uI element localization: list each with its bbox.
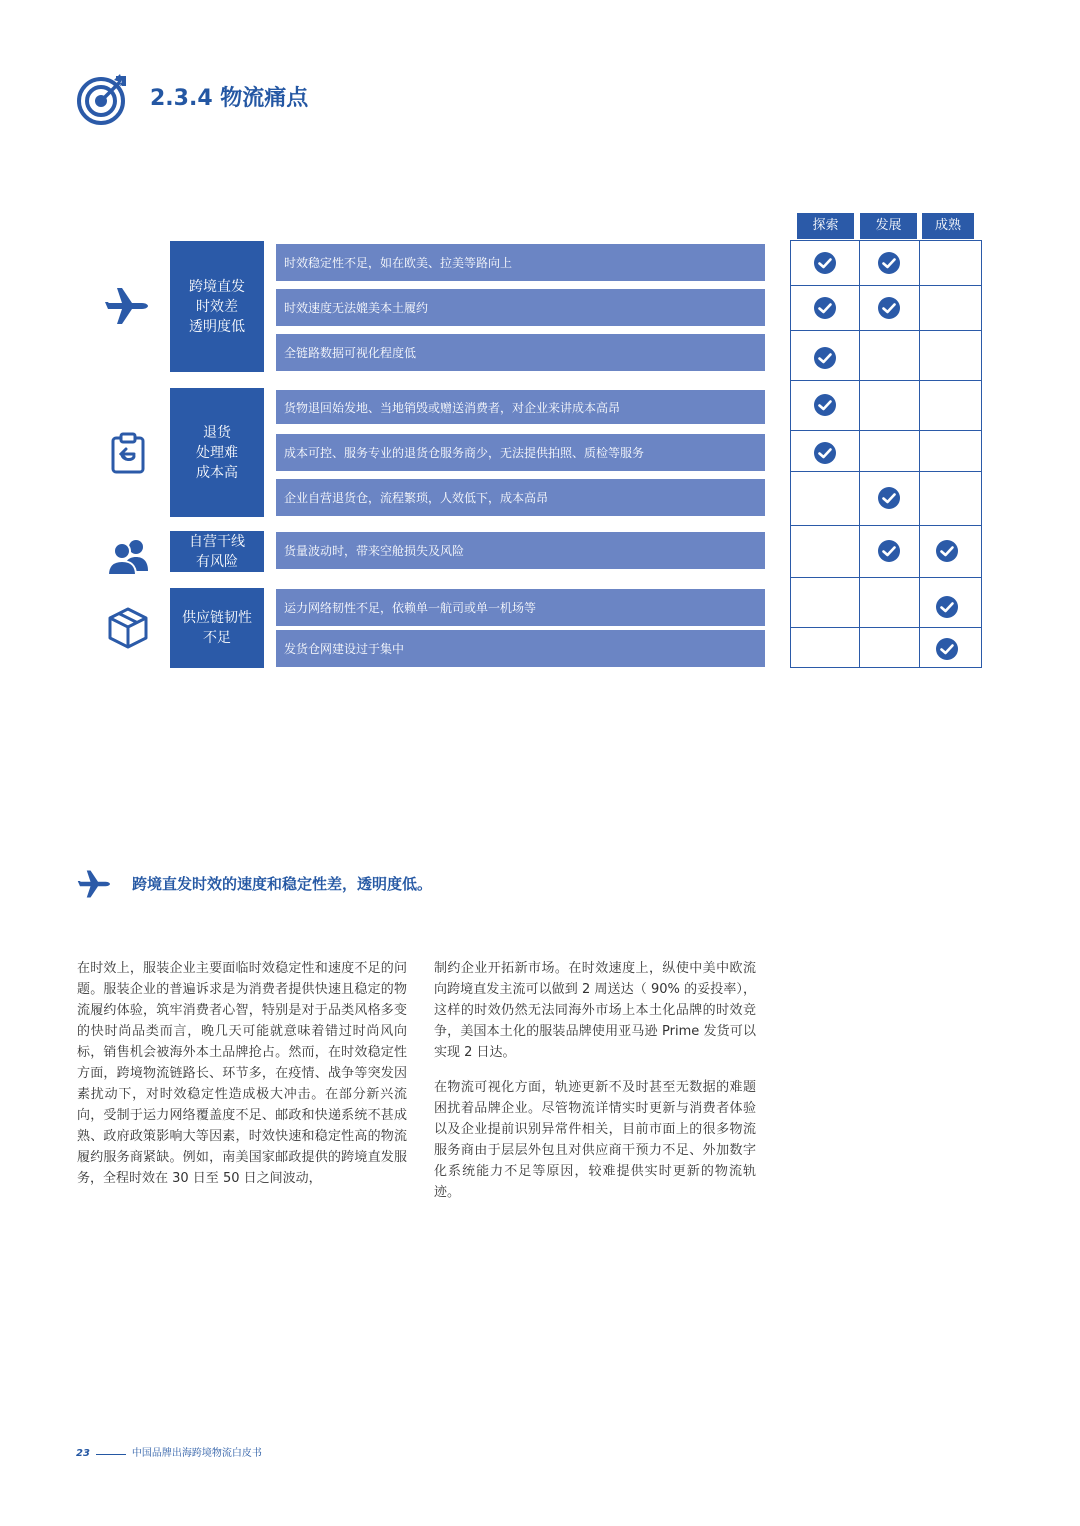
- check-icon-develop: [877, 486, 901, 510]
- pain-point-row: 运力网络韧性不足，依赖单一航司或单一机场等: [276, 589, 765, 626]
- check-icon-develop: [877, 251, 901, 275]
- pain-point-row: 货量波动时，带来空舱损失及风险: [276, 532, 765, 569]
- grid-divider: [791, 525, 981, 526]
- box-icon: [104, 604, 152, 652]
- category-supply-chain: 供应链韧性 不足: [170, 588, 264, 668]
- target-arrow-icon: [76, 72, 130, 126]
- pain-point-row: 企业自营退货仓，流程繁琐，人效低下，成本高昂: [276, 479, 765, 516]
- book-title: 中国品牌出海跨境物流白皮书: [131, 1448, 262, 1459]
- subsection-title: 跨境直发时效的速度和稳定性差，透明度低。: [132, 875, 433, 893]
- grid-divider: [919, 241, 920, 667]
- check-icon-develop: [877, 296, 901, 320]
- check-icon-explore: [813, 296, 837, 320]
- page-footer: [76, 1446, 262, 1462]
- grid-divider: [791, 430, 981, 431]
- stage-header-explore: 探索: [797, 213, 854, 239]
- paragraph: 制约企业开拓新市场。在时效速度上，纵使中美中欧流向跨境直发主流可以做到 2 周送达（ 90% 的妥投率），这样的时效仍然无法同海外市场上本土化品牌的时效竞争，美国本土化的服装品牌使用亚马逊 Prime 发货可以实现 2 日达。: [434, 961, 756, 1060]
- pain-point-row: 发货仓网建设过于集中: [276, 630, 765, 667]
- check-icon-mature: [935, 595, 959, 619]
- pain-point-row: 全链路数据可视化程度低: [276, 334, 765, 371]
- page-number: 23: [76, 1448, 90, 1459]
- category-self-operated: 自营干线 有风险: [170, 531, 264, 572]
- stage-header-mature: 成熟: [922, 213, 974, 239]
- check-icon-explore: [813, 393, 837, 417]
- grid-divider: [791, 627, 981, 628]
- footer-divider: [96, 1454, 126, 1455]
- category-cross-border: 跨境直发 时效差 透明度低: [170, 241, 264, 372]
- airplane-icon: [104, 282, 152, 330]
- grid-divider: [791, 577, 981, 578]
- check-icon-mature: [935, 637, 959, 661]
- stage-grid: [790, 240, 982, 668]
- stage-header-develop: 发展: [860, 213, 917, 239]
- paragraph: 在时效上，服装企业主要面临时效稳定性和速度不足的问题。服装企业的普遍诉求是为消费者提供快速且稳定的物流履约体验，筑牢消费者心智，特别是对于品类风格多变的快时尚品类而言，晚几天可能就意味着错过时尚风向标，销售机会被海外本土品牌抢占。然而，在时效稳定性方面，跨境物流链路长、环节多，在疫情、战争等突发因素扰动下，对时效稳定性造成极大冲击。在部分新兴流向，受制于运力网络覆盖度不足、邮政和快递系统不甚成熟、政府政策影响大等因素，时效快速和稳定性高的物流履约服务商紧缺。例如，南美国家邮政提供的跨境直发服务，全程时效在 30 日至 50 日之间波动，: [77, 961, 407, 1186]
- pain-point-row: 时效稳定性不足，如在欧美、拉美等路向上: [276, 244, 765, 281]
- paragraph: 在物流可视化方面，轨迹更新不及时甚至无数据的难题困扰着品牌企业。尽管物流详情实时更新与消费者体验以及企业提前识别异常件相关，目前市面上的很多物流服务商由于层层外包且对供应商干预力不足、外加数字化系统能力不足等原因，较难提供实时更新的物流轨迹。: [434, 1080, 756, 1200]
- grid-divider: [859, 241, 860, 667]
- pain-point-row: 成本可控、服务专业的退货仓服务商少，无法提供拍照、质检等服务: [276, 434, 765, 471]
- grid-divider: [791, 380, 981, 381]
- check-icon-explore: [813, 346, 837, 370]
- check-icon-mature: [935, 539, 959, 563]
- check-icon-explore: [813, 251, 837, 275]
- check-icon-explore: [813, 441, 837, 465]
- section-title: 2.3.4 物流痛点: [150, 86, 309, 111]
- grid-divider: [791, 471, 981, 472]
- users-icon: [104, 533, 152, 581]
- grid-divider: [791, 330, 981, 331]
- airplane-icon: [76, 866, 114, 902]
- check-icon-develop: [877, 539, 901, 563]
- grid-divider: [791, 285, 981, 286]
- body-column-left: [77, 958, 407, 1203]
- pain-point-row: 货物退回始发地、当地销毁或赠送消费者，对企业来讲成本高昂: [276, 390, 765, 424]
- clipboard-return-icon: [104, 430, 152, 478]
- category-returns: 退货 处理难 成本高: [170, 388, 264, 517]
- pain-point-row: 时效速度无法媲美本土履约: [276, 289, 765, 326]
- body-column-right: [434, 958, 756, 1217]
